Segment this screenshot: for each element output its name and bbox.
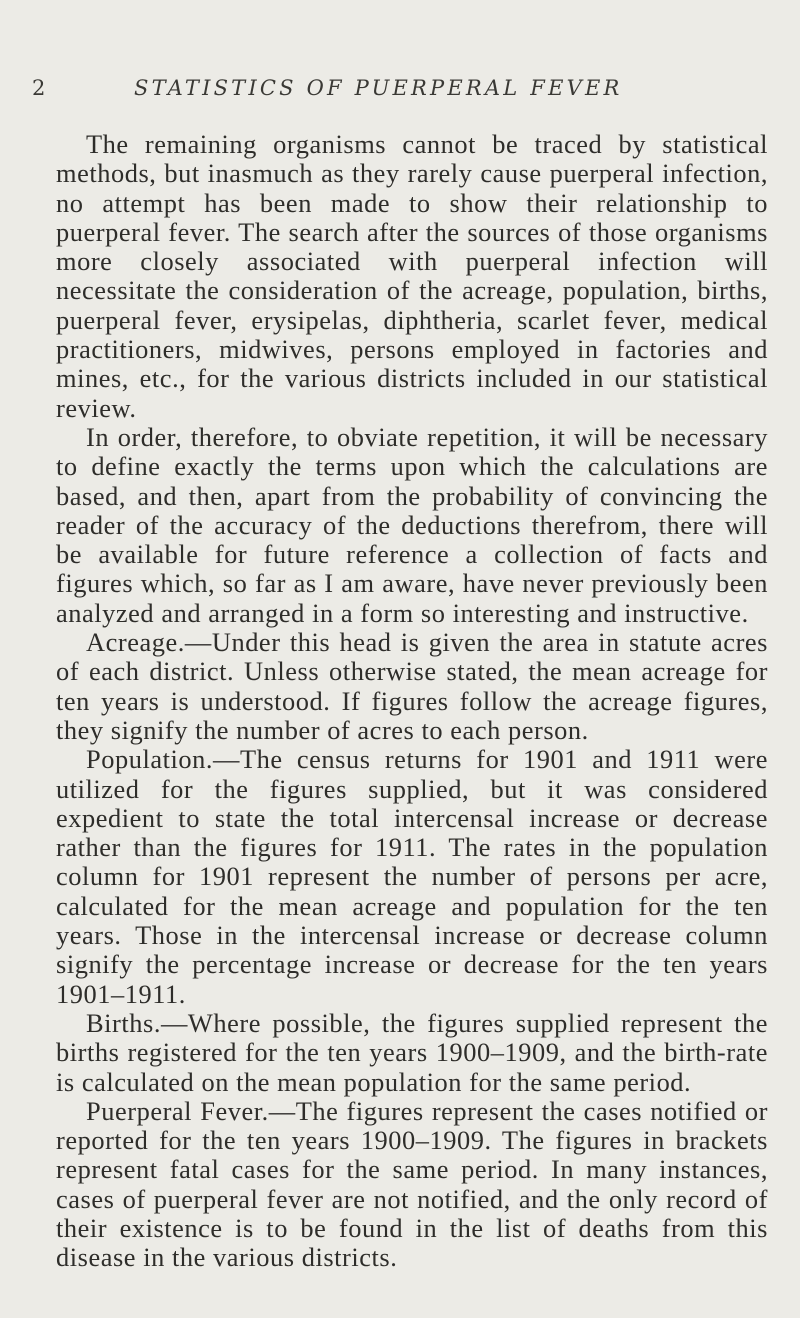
paragraph-population: Population.—The census returns for 1901 and 1911 were utilized for the figures supplied, but it was considered expedient to state the total intercensal increase or decrease rather than the figures for 1911. The rates in the population column for 1901 represent the number of persons per acre, calculated for the mean acreage and population for the ten years. Those in the intercensal increase or decrease column signify the percentage increase or decrease for the ten years 1901–1911. — [56, 744, 768, 1009]
running-head — [28, 76, 774, 110]
page-number: 2 — [32, 76, 49, 100]
paragraph-births: Births.—Where possible, the figures supplied represent the births registered for the ten years 1900–1909, and the birth-rate is calculated on the mean population for the same period. — [56, 1007, 768, 1097]
paragraph-definitions: In order, therefore, to obviate repetition, it will be necessary to define exactly the terms upon which the calculations are based, and then, apart from the probability of convincing the reader of the accuracy of the deductions therefrom, there will be available for future reference a collection of facts and figures which, so far as I am aware, have never previously been analyzed and arranged in a form so interesting and instructive. — [56, 421, 768, 628]
paragraph-puerperal-fever: Puerperal Fever.—The figures represent the cases notified or reported for the ten years 1900–1909. The figures in brackets represent fatal cases for the same period. In many instances, cases of puerperal fever are not notified, and the only record of their existence is to be found in the list of deaths from this disease in the various districts. — [56, 1095, 768, 1273]
body-text — [56, 130, 768, 1273]
running-title: STATISTICS OF PUERPERAL FEVER — [134, 76, 623, 100]
paragraph-organisms: The remaining organisms cannot be traced by statistical methods, but inasmuch as they rarely cause puerperal infection, no attempt has been made to show their relationship to puerperal fever. The search after the sources of those organisms more closely associated with puerperal infection will necessitate the consideration of the acreage, population, births, puerperal fever, erysipelas, diphtheria, scarlet fever, medical practitioners, midwives, persons employed in factories and mines, etc., for the various districts included in our statistical review. — [56, 129, 768, 423]
paragraph-acreage: Acreage.—Under this head is given the area in statute acres of each district. Unless otherwise stated, the mean acreage for ten years is understood. If figures follow the acreage figures, they signify the number of acres to each person. — [56, 627, 768, 745]
